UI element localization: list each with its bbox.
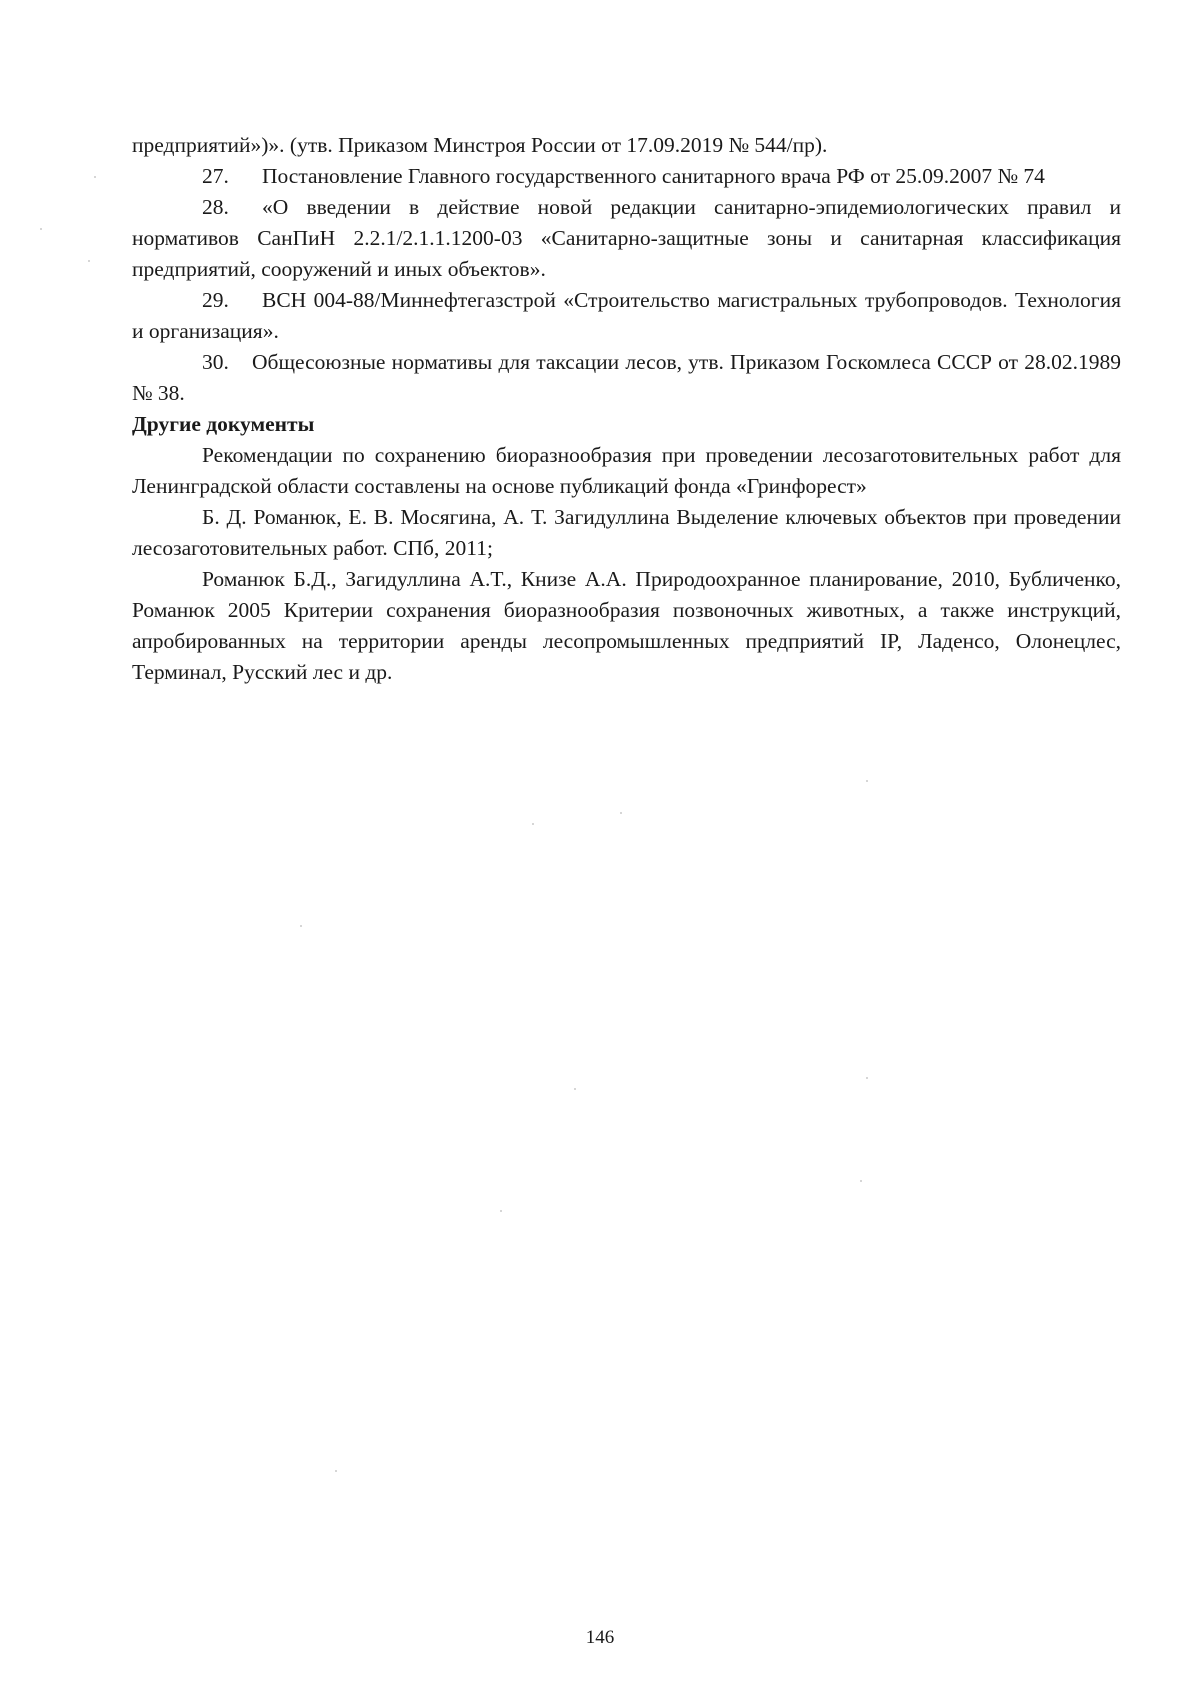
scan-speck: [866, 780, 868, 782]
scan-speck: [532, 823, 534, 825]
other-document-item: Романюк Б.Д., Загидуллина А.Т., Книзе А.А. Природоохранное планирование, 2010, Бубличенко, Романюк 2005 Критерии сохранения биоразнообразия позвоночных животных, а также инструкций, апробированных на территории аренды лесопромышленных предприятий IP, Ладенсо, Олонецлес, Терминал, Русский лес и др.: [132, 567, 1121, 684]
scan-speck: [500, 1210, 502, 1212]
reference-number: 30.: [202, 350, 229, 374]
scan-speck: [335, 1470, 337, 1472]
reference-text: Общесоюзные нормативы для таксации лесов, утв. Приказом Госкомлеса СССР от 28.02.1989 № 38.: [132, 350, 1121, 405]
document-body: [132, 130, 1121, 688]
reference-item-30: [132, 347, 1121, 409]
other-document-item: Рекомендации по сохранению биоразнообразия при проведении лесозаготовительных работ для Ленинградской области составлены на основе публикаций фонда «Гринфорест»: [132, 443, 1121, 498]
reference-text: ВСН 004-88/Миннефтегазстрой «Строительство магистральных трубопроводов. Технология и организация».: [132, 288, 1121, 343]
reference-number: 27.: [202, 164, 229, 188]
section-heading: Другие документы: [132, 412, 315, 436]
other-document-item: Б. Д. Романюк, Е. В. Мосягина, А. Т. Загидуллина Выделение ключевых объектов при проведении лесозаготовительных работ. СПб, 2011;: [132, 505, 1121, 560]
scan-speck: [620, 812, 622, 814]
reference-item-27: [132, 161, 1121, 192]
reference-continuation: [132, 130, 1121, 161]
scan-speck: [860, 1180, 862, 1182]
reference-item-29: [132, 285, 1121, 347]
scan-speck: [40, 228, 42, 230]
reference-number: 28.: [202, 195, 229, 219]
reference-text: «О введении в действие новой редакции санитарно-эпидемиологических правил и нормативов СанПиН 2.2.1/2.1.1.1200-03 «Санитарно-защитные зоны и санитарная классификация предприятий, сооружений и иных объектов».: [132, 195, 1121, 281]
reference-item-28: [132, 192, 1121, 285]
page-number: 146: [585, 1627, 615, 1648]
scan-speck: [300, 925, 302, 927]
scan-speck: [574, 1088, 576, 1090]
reference-text: Постановление Главного государственного санитарного врача РФ от 25.09.2007 № 74: [262, 164, 1045, 188]
reference-text: предприятий»)». (утв. Приказом Минстроя России от 17.09.2019 № 544/пр).: [132, 133, 828, 157]
reference-number: 29.: [202, 288, 229, 312]
scan-speck: [88, 260, 90, 262]
scan-speck: [866, 1077, 868, 1079]
scan-speck: [94, 176, 96, 178]
